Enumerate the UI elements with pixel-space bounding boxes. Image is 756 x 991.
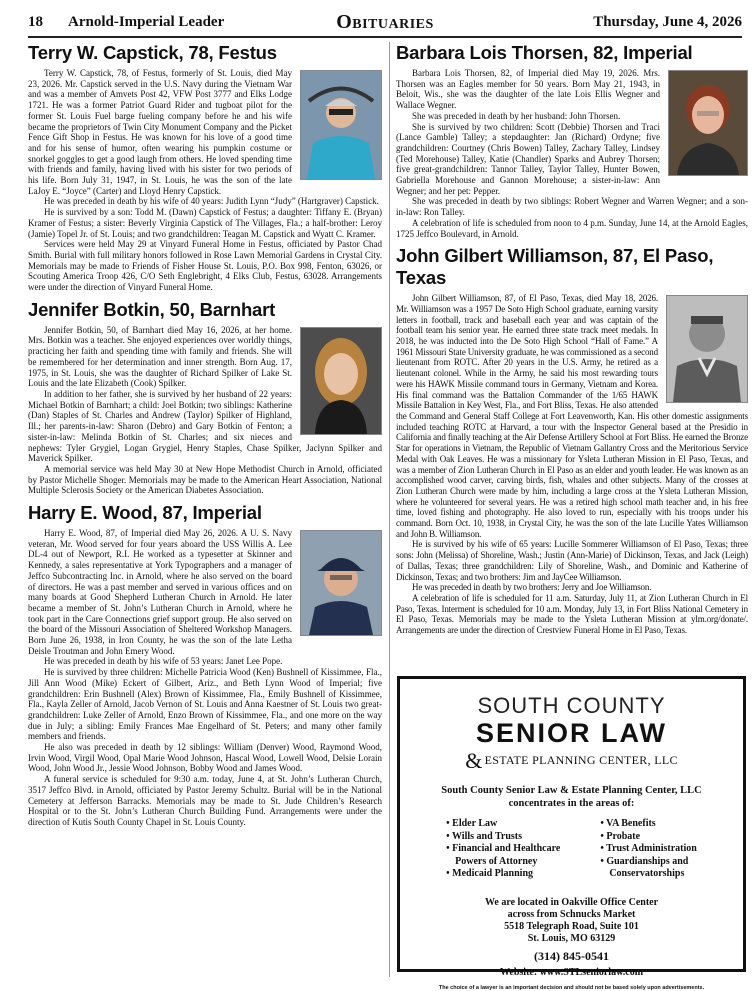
ad-firm-name: South County Senior Law & Estate Planning Center, LLC — [441, 785, 702, 796]
ad-area-item: • Medicaid Planning — [446, 868, 560, 881]
page-number: 18 — [28, 13, 43, 30]
obituary-paragraph: He was preceded in death by his wife of 53 years: Janet Lee Pope. — [44, 656, 283, 667]
obituary-wood — [28, 502, 382, 828]
obituary-paragraph: She was preceded in death by two siblings: Robert Wegner and Warren Wegner; and a son-in-law: Ron Talley. — [396, 196, 748, 218]
obituary-headline: Terry W. Capstick, 78, Festus — [28, 42, 277, 63]
portrait-photo — [300, 70, 382, 180]
ad-area-item: • VA Benefits — [600, 818, 697, 831]
law-office-advertisement — [397, 676, 746, 991]
obituary-paragraph: Barbara Lois Thorsen, 82, of Imperial died May 19, 2026. Mrs. Thorsen was an Eagles member for 50 years. Born May 21, 1943, in Beloit, Wis., she was the daughter of the late Lois Ellis Wegner and Wallace Wegner. — [396, 68, 660, 111]
obituary-botkin — [28, 299, 382, 496]
ad-areas-right — [600, 818, 697, 881]
obituary-paragraph: Services were held May 29 at Vinyard Funeral Home in Festus, officiated by Pastor Chad Smith. Burial with full military honors followed in Rose Lawn Memorial Gardens in Crystal City. Memorials may be made to Friends of Fisher House St. Louis, P.O. Box 998, Fenton, 63026, or Scouting America Troop 426, C/O Seth Englebright, 4 Elks Club, Festus, 63028. Arrangements were under the direction of Vinyard Funeral Home. — [28, 239, 382, 293]
ad-area-item: • Elder Law — [446, 818, 560, 831]
left-column — [28, 40, 382, 828]
obituary-headline: John Gilbert Williamson, 87, El Paso, Texas — [396, 245, 714, 289]
obituary-paragraph: Terry W. Capstick, 78, of Festus, formerly of St. Louis, died May 23, 2026. Mr. Capstick served in the U.S. Navy during the Vietnam War and was a member of Amvets Post 42, VFW Post 3777 and Elks Lodge 1721. He was a former Patriot Guard Rider and tugboat pilot for the former St. Louis Fuel barge fueling company before he and his wife became the proprietors of Twin City Monument Company and the Picket Fence Gift Shop in Festus. He was known for his love of a good time and for his sense of humor, often wearing his pumpkin costume or snorkel goggles to get a good laugh from others. He loved spending time with friends and family, having lived with his sister for two periods of his life. Born July 31, 1947, in St. Louis, he was the son of the late LaJoy E. “Joyce” (Carter) and Lloyd Henry Capstick. — [28, 68, 292, 196]
ad-location — [400, 897, 743, 945]
ad-city: St. Louis, MO 63129 — [527, 932, 616, 944]
obituary-paragraph: Harry E. Wood, 87, of Imperial died May 26, 2026. A U. S. Navy veteran, Mr. Wood served for four years aboard the USS Willis A. Lee DL-4 out of Newport, R.I. He worked as a typesetter at Skinner and Kennedy, a sales representative at York Typographers and a manager of Jeffco Subcontracting Inc. in Arnold, where he also served on the board of directors. He was a past member and served in various offices and on many boards at Good Shepherd Lutheran Church in Arnold. He later became a member of St. John’s Lutheran Church in Arnold, where he took part in the Care Connections grief support group. He also served on the board of the Missouri Association of Sheltered Workshop Managers. Born June 26, 1938, in Iron County, he was the son of the late Letha Deisle Troutman and John Emery Wood. — [28, 528, 292, 656]
obituary-paragraph: A memorial service was held May 30 at New Hope Methodist Church in Arnold, officiated by Pastor Michelle Shoger. Memorials may be made to the American Heart Association, National Multiple Sclerosis Society or the American Diabetes Association. — [28, 463, 382, 496]
ad-disclaimer: The choice of a lawyer is an important decision and should not be based solely upon advertisements. — [438, 984, 705, 991]
obituary-paragraph: In addition to her father, she is survived by her husband of 22 years: Michael Botkin of Barnhart; a child: Joel Botkin; two siblings: Katherine (Dan) Staples of St. Charles and Andrew (Taylor) Spilker of Highland, Ill.; her parents-in-law: Sharon (Debro) and Gary Botkin of Fenton; a sister-in-law: Melinda Botkin of St. Charles; and six nieces and nephews: Tyler Grygiel, Logan Grygiel, Henry Staples, Chase Spilker, Jaclynn Spilker and Maverick Spilker. — [28, 388, 382, 464]
ad-website-link[interactable]: www.STLseniorlaw.com — [539, 966, 644, 978]
page-header — [28, 8, 742, 38]
obituary-headline: Jennifer Botkin, 50, Barnhart — [28, 298, 276, 320]
obituary-headline: Harry E. Wood, 87, Imperial — [28, 502, 262, 524]
obituary-paragraph: A celebration of life is scheduled from noon to 4 p.m. Sunday, June 14, at the Arnold Eagles, 1725 Jeffco Boulevard, in Arnold. — [396, 217, 748, 239]
ad-area-item: • Trust Administration — [600, 843, 697, 856]
obituary-paragraph: A celebration of life is scheduled for 11 a.m. Saturday, July 11, at Zion Lutheran Church in El Paso, Texas. Interment is scheduled for 10 a.m. Monday, July 13, in Fort Bliss National Cemetery in El Paso, Texas. Memorials may be made to the Ysleta Lutheran Mission at ylm.org/donate/. Arrangements are under the direction of Crestview Funeral Home in El Paso, Texas. — [396, 592, 748, 636]
ad-subtitle: concentrates in the areas of: — [508, 798, 635, 809]
obituary-paragraph: Jennifer Botkin, 50, of Barnhart died May 16, 2026, at her home. Mrs. Botkin was a teacher. She enjoyed experiences over worldly things, practicing her faith and spending time with family and friends. She will be remembered for her determination and inner strength. Born Aug. 17, 1975, in St. Louis, she was the daughter of Richard Spilker of Lake St. Louis and the late Elizabeth (Cook) Spilker. — [28, 324, 292, 389]
portrait-photo — [666, 295, 748, 403]
obituary-body — [28, 68, 382, 293]
ad-area-item: • Guardianships and — [600, 856, 697, 869]
obituary-paragraph: He is survived by his wife of 65 years: Lucille Sommerer Williamson of El Paso, Texas; three sons: John (Melissa) of Shoreline, Wash.; Justin (Ann-Marie) of Dickinson, Texas, and Jack (Leigh) of Dallas, Texas; three grandchildren: Lily of Shoreline, Wash., and Dominic and Katherine of Dickinson, Texas; and two brothers: Jim and JayCee Williamson. — [396, 539, 748, 582]
ad-phone[interactable]: (314) 845-0541 — [534, 948, 609, 963]
portrait-photo — [300, 327, 382, 435]
ad-area-item: • Probate — [600, 831, 697, 844]
obituary-body — [28, 528, 382, 828]
ad-area-item: Powers of Attorney — [455, 855, 538, 867]
ad-area-item: • Wills and Trusts — [446, 831, 560, 844]
ad-logo-line1: SOUTH COUNTY — [477, 693, 666, 718]
obituary-paragraph: He is survived by a son: Todd M. (Dawn) Capstick of Festus; a daughter: Tiffany E. (Bryan) Kramer of Festus; a sister: Beverly Virginia Capstick of The Villages, Fla.; a half-brother: Leroy (Jamie) Topel Jr. of St. Louis; and two grandchildren: Teagan M. Capstick and Wyatt C. Kramer. — [28, 207, 382, 239]
portrait-photo — [668, 70, 748, 176]
ad-website-label: Website: — [499, 966, 538, 978]
ad-website — [400, 967, 743, 978]
ad-title — [400, 784, 743, 810]
obituary-paragraph: He is survived by three children: Michelle Patricia Wood (Ken) Bushnell of Kissimmee, Fla., Jill Ann Wood (Mike) Eckert of Gilbert, Ariz., and Beth Lynn Wood of Imperial; five grandchildren: Erin Bushnell (Alex) Brown of Kissimmee, Fla., Emily Bushnell of Kissimmee, Fla., Kayla Zeller of Arnold, Jacob Vernon of St. Louis and Anna Kaestner of St. Louis two great-grandchildren: Luke Zeller of Arnold, Enzo Brown of Kissimmee, Fla., and one more on the way due in July; a sibling: Emily Frances Mae Engelhard of St. Peters; and many other family members and friends. — [28, 667, 382, 742]
ad-location-line1: We are located in Oakville Office Center — [484, 896, 659, 908]
column-divider — [389, 42, 390, 977]
ad-address: 5518 Telegraph Road, Suite 101 — [504, 920, 639, 932]
obituary-body — [28, 325, 382, 496]
obituary-paragraph: He was preceded in death by his wife of 40 years: Judith Lynn “Judy” (Hartgraver) Capstick. — [44, 196, 379, 207]
ad-area-item: Conservatorships — [609, 868, 685, 879]
ad-location-line2: across from Schnucks Market — [507, 908, 636, 920]
obituary-paragraph: A funeral service is scheduled for 9:30 a.m. today, June 4, at St. John’s Lutheran Church, 3517 Jeffco Blvd. in Arnold, officiated by Pastor Jeremy Schultz. Burial will be in the National Cemetery at Jefferson Barracks. Memorials may be made to St. Jude Children’s Research Hospital or to the St. John’s Lutheran Church Building Fund. Arrangements were under the direction of Kutis South County Chapel in St. Louis County. — [28, 774, 382, 827]
ad-area-item: • Financial and Healthcare — [446, 843, 560, 856]
ad-logo-ampersand: & — [465, 748, 483, 773]
ad-logo-line3 — [400, 748, 743, 774]
obituary-thorsen — [396, 42, 748, 239]
right-column — [396, 40, 748, 636]
ad-logo-subtitle: ESTATE PLANNING CENTER, LLC — [484, 753, 678, 767]
obituary-paragraph: She was preceded in death by her husband: John Thorsen. — [412, 110, 621, 121]
obituary-capstick — [28, 42, 382, 293]
obituary-paragraph: He also was preceded in death by 12 siblings: William (Denver) Wood, Raymond Wood, Irvin Wood, Virgil Wood, Opal Marie Wood Johnson, Hascal Wood, Lowell Wood, Delsie Lorain Wood, John Wood Jr., Jessie Wood Johnson, Bobby Wood and James Wood. — [28, 742, 382, 774]
issue-date: Thursday, June 4, 2026 — [593, 13, 742, 30]
ad-areas-left — [446, 818, 560, 881]
obituary-paragraph: She is survived by two children: Scott (Debbie) Thorsen and Traci (Lance Gamble) Talley; a stepdaughter: Jan (Richard) Ordyne; five grandchildren: Courtney (Chris Bowen) Talley, Zachary Talley, Lindsey (Ted Morehouse) Talley, Katie (Chandler) Sparks and Aubrey Thorsen; five great-grandchildren: Tannor Talley, Taylor Talley, Hunter Bowen, Gabriella Morehouse and Gannon Morehouse; a sister-in-law: Ann Wegner; and her pet: Pepper. — [396, 121, 660, 196]
obituary-body — [396, 68, 748, 239]
obituary-williamson — [396, 245, 748, 636]
obituary-paragraph: He was preceded in death by two brothers: Jerry and Joe Williamson. — [412, 582, 652, 593]
publication-name: Arnold-Imperial Leader — [68, 13, 225, 30]
obituary-headline: Barbara Lois Thorsen, 82, Imperial — [396, 42, 693, 63]
ad-practice-areas — [400, 818, 743, 881]
portrait-photo — [300, 530, 382, 636]
obituary-paragraph: John Gilbert Williamson, 87, of El Paso, Texas, died May 18, 2026. Mr. Williamson was a 1957 De Soto High School graduate, earning varsity letters in football, track and baseball each year and was captain of the football team his senior year. He earned three state track meet medals. In 2018, he was inducted into the De Soto High School “Hall of Fame.” A 1961 Missouri State University graduate, he was commissioned as a second lieutenant from ROTC. After 20 years in the U.S. Army, he retired as a lieutenant colonel. While in the Army, he said his most rewarding tours were his HAWK Missile command tours in Germany, Vietnam and Korea. His final command was the Battalion Commander of the 1/65 HAWK Missile Battalion in Key West, Fla., and Fort Bliss, Texas. He also attended the Command and General Staff College at Fort Leavenworth, Kan. His other domestic assignments included teaching ROTC at Harvard, a tour with the Inspector General based at the Presidio in California and finally teaching at the Air Defense Artillery School at Fort Bliss. He earned the Bronze Star for operations in Vietnam, the Republic of Vietnam Gallantry Cross and the Meritorious Service Medal with Oak Leaves. He was a missionary for Ysleta Lutheran Mission in El Paso, Texas, and was a member of Zion Lutheran Church in El Paso as an elder and youth leader. He was known as an accomplished wood carver, carving birds, fish, whales and other subjects. Many of the crosses at Zion Lutheran Church were made by him, including a large cross at the Ysleta Lutheran Mission, where he volunteered for several years. He was a retired high school math teacher and, in his free time, loved fishing and photography. He also loved to run, especially with his troops under his command. Born Oct. 10, 1938, in Crystal City, he was the son of the late Lucille Yates Williamson and John B. Williamson. — [396, 293, 748, 539]
ad-logo-line2: SENIOR LAW — [475, 718, 667, 748]
obituary-body — [396, 293, 748, 636]
section-title: Obituaries — [336, 10, 434, 33]
